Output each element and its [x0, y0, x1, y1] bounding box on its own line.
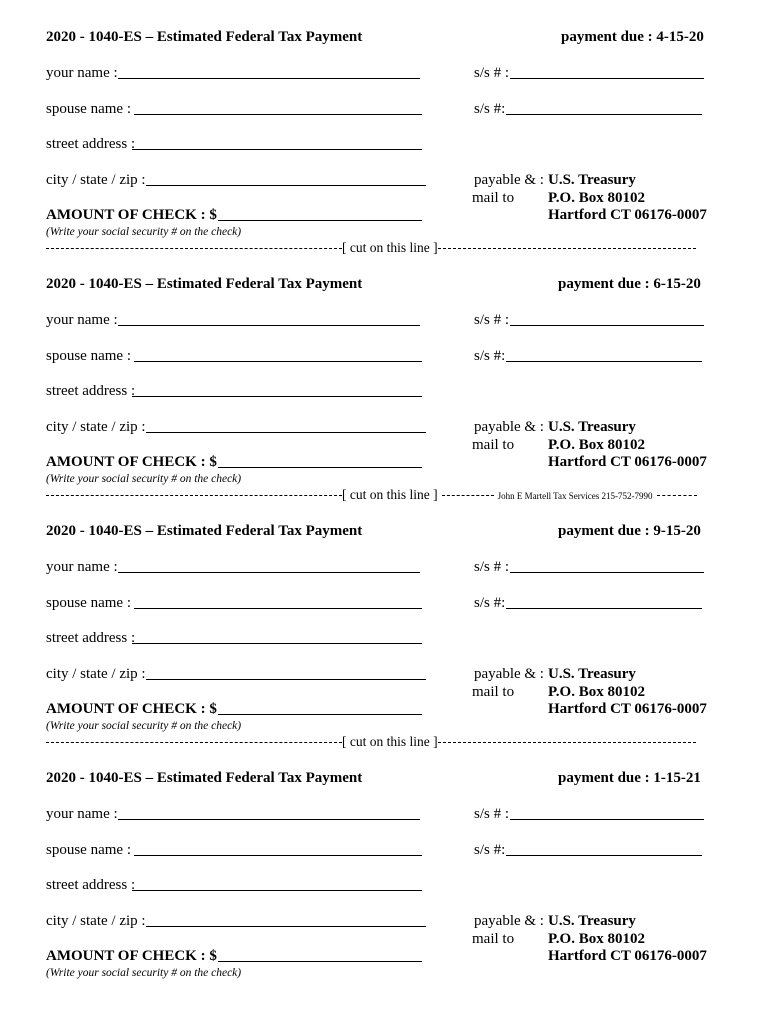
ss-label: s/s # : — [474, 806, 510, 822]
your-name-field[interactable] — [118, 78, 420, 79]
your-name-field[interactable] — [118, 819, 420, 820]
city-state-zip-label: city / state / zip : — [46, 666, 146, 682]
voucher-title: 2020 - 1040-ES – Estimated Federal Tax Payment — [46, 29, 363, 45]
street-address-label: street address : — [46, 630, 136, 646]
your-name-label: your name : — [46, 312, 118, 328]
your-name-field[interactable] — [118, 325, 420, 326]
spouse-ss-label: s/s #: — [474, 101, 506, 117]
your-name-label: your name : — [46, 806, 118, 822]
payable-label: payable & : — [474, 666, 544, 682]
voucher-2 — [0, 247, 770, 485]
street-address-field[interactable] — [132, 149, 422, 150]
amount-label: AMOUNT OF CHECK : $ — [46, 948, 217, 964]
mail-to-label: mail to — [472, 190, 515, 206]
payee-name: U.S. Treasury — [548, 666, 636, 682]
city-state-zip-label: city / state / zip : — [46, 913, 146, 929]
payee-city: Hartford CT 06176-0007 — [548, 207, 707, 223]
spouse-ss-label: s/s #: — [474, 595, 506, 611]
spouse-ss-field[interactable] — [506, 608, 702, 609]
payee-name: U.S. Treasury — [548, 419, 636, 435]
mail-to-label: mail to — [472, 437, 515, 453]
amount-field[interactable] — [218, 220, 422, 221]
spouse-name-field[interactable] — [134, 361, 422, 362]
payee-po-box: P.O. Box 80102 — [548, 190, 645, 206]
street-address-label: street address : — [46, 136, 136, 152]
cut-line-text: [ cut on this line ] — [342, 240, 438, 255]
cut-line-text: [ cut on this line ] — [342, 734, 438, 749]
amount-field[interactable] — [218, 961, 422, 962]
amount-field[interactable] — [218, 467, 422, 468]
spouse-name-field[interactable] — [134, 855, 422, 856]
spouse-name-field[interactable] — [134, 114, 422, 115]
spouse-ss-label: s/s #: — [474, 842, 506, 858]
voucher-4 — [0, 741, 770, 979]
ss-field[interactable] — [510, 325, 704, 326]
ss-field[interactable] — [510, 819, 704, 820]
payee-city: Hartford CT 06176-0007 — [548, 701, 707, 717]
voucher-title: 2020 - 1040-ES – Estimated Federal Tax Payment — [46, 523, 363, 539]
payee-city: Hartford CT 06176-0007 — [548, 948, 707, 964]
spouse-ss-label: s/s #: — [474, 348, 506, 364]
tax-service-credit: John E Martell Tax Services 215-752-7990 — [497, 491, 653, 501]
cut-line-text: [ cut on this line ] — [342, 487, 438, 502]
street-address-field[interactable] — [132, 643, 422, 644]
payee-name: U.S. Treasury — [548, 913, 636, 929]
spouse-ss-field[interactable] — [506, 855, 702, 856]
ssn-note: (Write your social security # on the check) — [46, 967, 242, 979]
payee-po-box: P.O. Box 80102 — [548, 931, 645, 947]
mail-to-label: mail to — [472, 684, 515, 700]
city-state-zip-field[interactable] — [146, 185, 426, 186]
ssn-note: (Write your social security # on the check) — [46, 473, 242, 485]
city-state-zip-label: city / state / zip : — [46, 419, 146, 435]
ss-label: s/s # : — [474, 559, 510, 575]
amount-label: AMOUNT OF CHECK : $ — [46, 454, 217, 470]
spouse-name-label: spouse name : — [46, 595, 131, 611]
ssn-note: (Write your social security # on the check) — [46, 226, 242, 238]
street-address-field[interactable] — [132, 890, 422, 891]
street-address-field[interactable] — [132, 396, 422, 397]
spouse-name-field[interactable] — [134, 608, 422, 609]
spouse-ss-field[interactable] — [506, 361, 702, 362]
amount-label: AMOUNT OF CHECK : $ — [46, 207, 217, 223]
spouse-name-label: spouse name : — [46, 101, 131, 117]
ss-field[interactable] — [510, 572, 704, 573]
payee-city: Hartford CT 06176-0007 — [548, 454, 707, 470]
spouse-ss-field[interactable] — [506, 114, 702, 115]
ss-field[interactable] — [510, 78, 704, 79]
spouse-name-label: spouse name : — [46, 842, 131, 858]
ss-label: s/s # : — [474, 312, 510, 328]
payee-name: U.S. Treasury — [548, 172, 636, 188]
payment-due: payment due : 9-15-20 — [558, 523, 701, 539]
street-address-label: street address : — [46, 383, 136, 399]
voucher-title: 2020 - 1040-ES – Estimated Federal Tax Payment — [46, 770, 363, 786]
ss-label: s/s # : — [474, 65, 510, 81]
city-state-zip-field[interactable] — [146, 432, 426, 433]
your-name-field[interactable] — [118, 572, 420, 573]
street-address-label: street address : — [46, 877, 136, 893]
payment-due: payment due : 1-15-21 — [558, 770, 701, 786]
your-name-label: your name : — [46, 559, 118, 575]
city-state-zip-label: city / state / zip : — [46, 172, 146, 188]
voucher-3 — [0, 494, 770, 732]
payment-due: payment due : 4-15-20 — [561, 29, 704, 45]
spouse-name-label: spouse name : — [46, 348, 131, 364]
ssn-note: (Write your social security # on the check) — [46, 720, 242, 732]
your-name-label: your name : — [46, 65, 118, 81]
city-state-zip-field[interactable] — [146, 679, 426, 680]
payee-po-box: P.O. Box 80102 — [548, 684, 645, 700]
payable-label: payable & : — [474, 419, 544, 435]
payee-po-box: P.O. Box 80102 — [548, 437, 645, 453]
payable-label: payable & : — [474, 913, 544, 929]
payment-due: payment due : 6-15-20 — [558, 276, 701, 292]
amount-label: AMOUNT OF CHECK : $ — [46, 701, 217, 717]
amount-field[interactable] — [218, 714, 422, 715]
mail-to-label: mail to — [472, 931, 515, 947]
voucher-1 — [0, 0, 770, 238]
voucher-title: 2020 - 1040-ES – Estimated Federal Tax Payment — [46, 276, 363, 292]
payable-label: payable & : — [474, 172, 544, 188]
city-state-zip-field[interactable] — [146, 926, 426, 927]
